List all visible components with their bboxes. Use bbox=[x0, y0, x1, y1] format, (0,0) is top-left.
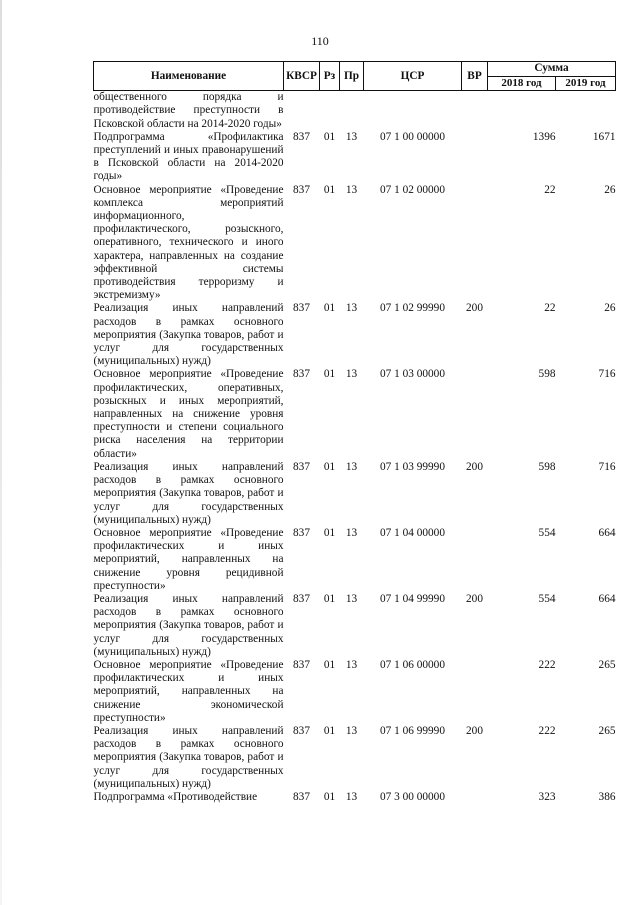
cell-csr: 07 1 03 00000 bbox=[380, 368, 445, 381]
cell-sum-2019 bbox=[556, 91, 616, 131]
cell-kvsr: 837 bbox=[293, 183, 310, 196]
table-row bbox=[94, 131, 616, 184]
cell-name: Реализация иных направлений расходов в рамках основного мероприятия (Закупка товаров, работ и услуг для государственных (муниципальных) нужд) bbox=[93, 724, 284, 790]
cell-name: Реализация иных направлений расходов в рамках основного мероприятия (Закупка товаров, работ и услуг для государственных (муниципальных) нужд) bbox=[93, 302, 284, 368]
cell-sum-2018: 323 bbox=[538, 790, 556, 803]
cell-pr: 13 bbox=[345, 592, 358, 605]
cell-pr: 13 bbox=[345, 526, 358, 539]
header-pr: Пр bbox=[340, 62, 364, 91]
cell-sum-2018: 222 bbox=[538, 658, 556, 671]
cell-rz: 01 bbox=[323, 130, 336, 143]
cell-csr: 07 1 00 00000 bbox=[380, 130, 445, 143]
cell-rz: 01 bbox=[323, 724, 336, 737]
header-sum: Сумма bbox=[488, 62, 616, 77]
cell-rz: 01 bbox=[323, 183, 336, 196]
cell-csr: 07 3 00 00000 bbox=[380, 790, 445, 803]
cell-kvsr: 837 bbox=[293, 658, 310, 671]
cell-vr: 200 bbox=[466, 302, 483, 315]
table-row bbox=[94, 725, 616, 791]
cell-kvsr: 837 bbox=[293, 790, 310, 803]
cell-sum-2018: 554 bbox=[538, 592, 556, 605]
cell-name: Реализация иных направлений расходов в рамках основного мероприятия (Закупка товаров, работ и услуг для государственных (муниципальных) нужд) bbox=[93, 592, 284, 658]
cell-name: Подпрограмма «Противодействие bbox=[93, 790, 258, 803]
table-row bbox=[94, 527, 616, 593]
cell-sum-2019: 664 bbox=[598, 526, 616, 539]
cell-csr: 07 1 02 00000 bbox=[380, 183, 445, 196]
cell-sum-2018 bbox=[488, 91, 556, 131]
scan-edge bbox=[0, 0, 2, 905]
cell-sum-2019: 716 bbox=[598, 460, 616, 473]
cell-kvsr: 837 bbox=[293, 526, 310, 539]
cell-vr bbox=[462, 91, 488, 131]
header-rz: Рз bbox=[320, 62, 340, 91]
cell-rz: 01 bbox=[323, 368, 336, 381]
budget-table bbox=[93, 61, 616, 804]
header-kvsr: КВСР bbox=[284, 62, 320, 91]
cell-kvsr: 837 bbox=[293, 460, 310, 473]
table-row bbox=[94, 91, 616, 131]
page-number: 110 bbox=[311, 34, 329, 48]
cell-kvsr bbox=[284, 91, 320, 131]
cell-sum-2019: 1671 bbox=[592, 130, 616, 143]
cell-pr: 13 bbox=[345, 658, 358, 671]
header-csr: ЦСР bbox=[364, 62, 462, 91]
cell-sum-2018: 1396 bbox=[532, 130, 556, 143]
cell-sum-2018: 598 bbox=[538, 368, 556, 381]
table-header bbox=[94, 62, 616, 91]
cell-name: общественного порядка и противодействие преступности в Псковской области на 2014-2020 годы» bbox=[93, 91, 284, 130]
cell-kvsr: 837 bbox=[293, 368, 310, 381]
cell-name: Основное мероприятие «Проведение профилактических и иных мероприятий, направленных на снижение уровня рецидивной преступности» bbox=[93, 526, 284, 592]
cell-csr: 07 1 06 00000 bbox=[380, 658, 445, 671]
cell-rz: 01 bbox=[323, 302, 336, 315]
cell-rz: 01 bbox=[323, 658, 336, 671]
table-row bbox=[94, 593, 616, 659]
cell-sum-2018: 554 bbox=[538, 526, 556, 539]
cell-sum-2019: 265 bbox=[598, 658, 616, 671]
cell-vr bbox=[462, 368, 488, 460]
cell-sum-2018: 22 bbox=[544, 302, 556, 315]
table-row bbox=[94, 461, 616, 527]
table-row bbox=[94, 302, 616, 368]
cell-pr: 13 bbox=[345, 302, 358, 315]
cell-sum-2019: 26 bbox=[604, 183, 616, 196]
cell-pr: 13 bbox=[345, 130, 358, 143]
cell-sum-2019: 265 bbox=[598, 724, 616, 737]
cell-kvsr: 837 bbox=[293, 302, 310, 315]
cell-sum-2018: 222 bbox=[538, 724, 556, 737]
header-vr: ВР bbox=[462, 62, 488, 91]
cell-rz: 01 bbox=[323, 592, 336, 605]
cell-sum-2018: 22 bbox=[544, 183, 556, 196]
cell-pr: 13 bbox=[345, 183, 358, 196]
cell-sum-2019: 716 bbox=[598, 368, 616, 381]
header-year-2019: 2019 год bbox=[556, 77, 616, 91]
cell-kvsr: 837 bbox=[293, 724, 310, 737]
cell-csr: 07 1 06 99990 bbox=[380, 724, 445, 737]
cell-csr: 07 1 03 99990 bbox=[380, 460, 445, 473]
cell-name: Основное мероприятие «Проведение профилактических и иных мероприятий, направленных на снижение экономической преступности» bbox=[93, 658, 284, 724]
cell-name: Основное мероприятие «Проведение профилактических, оперативных, розыскных и иных мероприятий, направленных на снижение уровня преступности и степени социального риска населения на территории области» bbox=[93, 368, 284, 460]
table-row bbox=[94, 791, 616, 804]
cell-csr bbox=[364, 91, 462, 131]
cell-name: Подпрограмма «Профилактика преступлений и иных правонарушений в Псковской области на 2014-2020 годы» bbox=[93, 130, 284, 183]
cell-sum-2018: 598 bbox=[538, 460, 556, 473]
cell-rz bbox=[320, 91, 340, 131]
cell-sum-2019: 664 bbox=[598, 592, 616, 605]
cell-rz: 01 bbox=[323, 526, 336, 539]
cell-csr: 07 1 04 99990 bbox=[380, 592, 445, 605]
table-row bbox=[94, 368, 616, 460]
cell-rz: 01 bbox=[323, 460, 336, 473]
cell-vr bbox=[462, 184, 488, 303]
cell-vr: 200 bbox=[466, 592, 483, 605]
cell-vr bbox=[462, 659, 488, 725]
header-name: Наименование bbox=[94, 62, 284, 91]
cell-sum-2019: 26 bbox=[604, 302, 616, 315]
cell-vr bbox=[462, 527, 488, 593]
cell-pr: 13 bbox=[345, 790, 358, 803]
table-row bbox=[94, 184, 616, 303]
cell-pr: 13 bbox=[345, 724, 358, 737]
table-row bbox=[94, 659, 616, 725]
header-year-2018: 2018 год bbox=[488, 77, 556, 91]
cell-csr: 07 1 04 00000 bbox=[380, 526, 445, 539]
cell-vr bbox=[462, 791, 488, 804]
table-body bbox=[94, 91, 616, 804]
cell-kvsr: 837 bbox=[293, 130, 310, 143]
cell-vr bbox=[462, 131, 488, 184]
cell-sum-2019: 386 bbox=[598, 790, 616, 803]
cell-vr: 200 bbox=[466, 724, 483, 737]
cell-pr: 13 bbox=[345, 368, 358, 381]
cell-name: Реализация иных направлений расходов в рамках основного мероприятия (Закупка товаров, работ и услуг для государственных (муниципальных) нужд) bbox=[93, 460, 284, 526]
cell-vr: 200 bbox=[466, 460, 483, 473]
cell-csr: 07 1 02 99990 bbox=[380, 302, 445, 315]
cell-kvsr: 837 bbox=[293, 592, 310, 605]
cell-pr: 13 bbox=[345, 460, 358, 473]
cell-name: Основное мероприятие «Проведение комплекса мероприятий информационного, профилактического, розыскного, оперативного, технического и иного характера, направленных на создание эффективной системы противодействия терроризму и экстремизму» bbox=[93, 183, 284, 302]
cell-pr bbox=[340, 91, 364, 131]
cell-rz: 01 bbox=[323, 790, 336, 803]
